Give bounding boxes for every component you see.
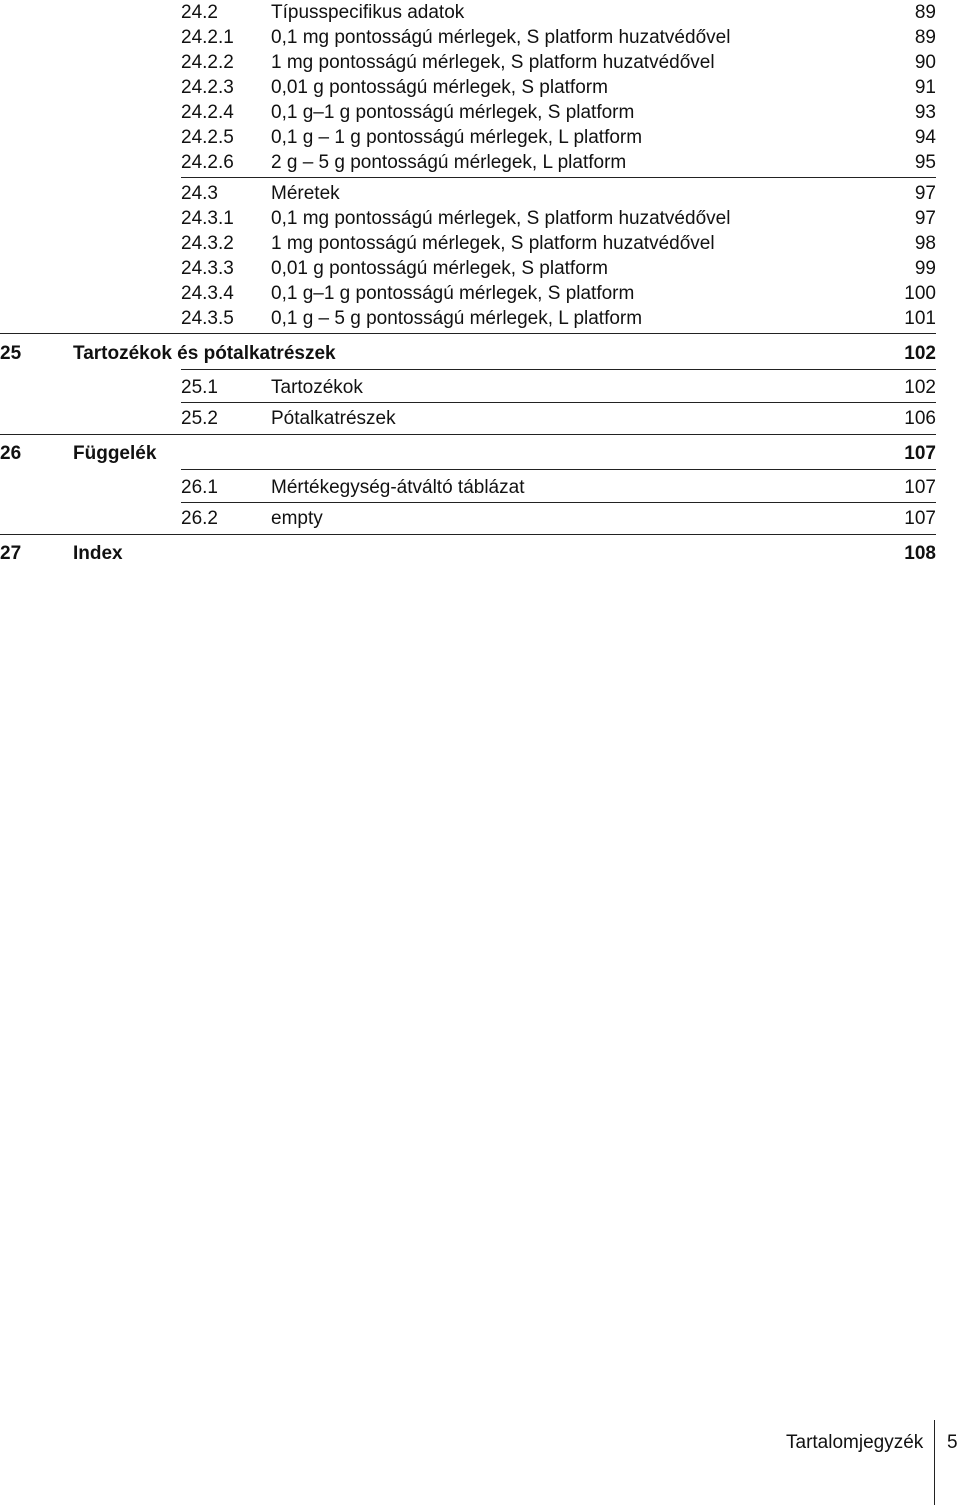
entry-number: 24.3.2 [181,233,234,254]
section-divider [181,502,936,503]
chapter-number: 25 [0,343,22,364]
entry-number: 24.2.5 [181,127,234,148]
toc-entry[interactable] [0,306,960,331]
entry-title: 0,1 mg pontosságú mérlegek, S platform huzatvédővel [271,27,731,48]
toc-entry[interactable] [0,206,960,231]
section-divider [181,177,936,178]
entry-title: Tartozékok [271,377,363,398]
chapter-title: Függelék [73,443,157,464]
section-divider [181,402,936,403]
toc-entry[interactable] [0,506,960,531]
entry-number: 24.2.1 [181,27,234,48]
chapter-page: 108 [904,543,936,564]
entry-page: 98 [914,233,936,254]
toc-entry[interactable] [0,181,960,206]
entry-title: 0,1 g – 1 g pontosságú mérlegek, L platform [271,127,643,148]
entry-title: 0,1 mg pontosságú mérlegek, S platform huzatvédővel [271,208,731,229]
section-divider [181,369,936,370]
chapter-number: 27 [0,543,22,564]
chapter-divider [0,534,936,535]
entry-title: empty [271,508,323,529]
entry-number: 24.2.4 [181,102,234,123]
entry-page: 100 [904,283,936,304]
entry-title: 0,1 g – 5 g pontosságú mérlegek, L platform [271,308,643,329]
entry-title: 0,01 g pontosságú mérlegek, S platform [271,258,608,279]
entry-title: Pótalkatrészek [271,408,396,429]
toc-entry[interactable] [0,0,960,25]
toc-chapter-25[interactable] [0,341,960,366]
footer-divider [934,1420,935,1505]
entry-page: 97 [914,183,936,204]
entry-number: 24.3 [181,183,218,204]
entry-page: 97 [914,208,936,229]
chapter-title: Index [73,543,123,564]
entry-title: 0,01 g pontosságú mérlegek, S platform [271,77,608,98]
chapter-title: Tartozékok és pótalkatrészek [73,343,336,364]
toc-chapter-27[interactable] [0,541,960,566]
entry-page: 93 [914,102,936,123]
entry-number: 25.1 [181,377,218,398]
entry-page: 95 [914,152,936,173]
toc-entry[interactable] [0,256,960,281]
entry-title: Mértékegység-átváltó táblázat [271,477,525,498]
entry-title: 0,1 g–1 g pontosságú mérlegek, S platform [271,283,635,304]
toc-entry[interactable] [0,375,960,400]
entry-title: Méretek [271,183,340,204]
entry-number: 24.2.3 [181,77,234,98]
entry-number: 24.3.4 [181,283,234,304]
footer-section-title: Tartalomjegyzék [786,1432,924,1453]
entry-number: 24.3.5 [181,308,234,329]
entry-number: 24.3.1 [181,208,234,229]
entry-page: 102 [904,377,936,398]
chapter-number: 26 [0,443,22,464]
entry-page: 101 [904,308,936,329]
entry-number: 26.2 [181,508,218,529]
toc-entry[interactable] [0,406,960,431]
entry-number: 24.3.3 [181,258,234,279]
entry-title: 2 g – 5 g pontosságú mérlegek, L platform [271,152,627,173]
entry-page: 107 [904,508,936,529]
entry-number: 25.2 [181,408,218,429]
entry-number: 24.2 [181,2,218,23]
entry-title: 1 mg pontosságú mérlegek, S platform huzatvédővel [271,233,715,254]
entry-page: 99 [914,258,936,279]
toc-entry[interactable] [0,125,960,150]
entry-page: 90 [914,52,936,73]
toc-entry[interactable] [0,231,960,256]
toc-entry[interactable] [0,25,960,50]
entry-page: 91 [914,77,936,98]
chapter-page: 102 [904,343,936,364]
chapter-divider [0,333,936,334]
section-divider [181,469,936,470]
entry-page: 94 [914,127,936,148]
entry-page: 107 [904,477,936,498]
entry-title: 0,1 g–1 g pontosságú mérlegek, S platform [271,102,635,123]
entry-title: 1 mg pontosságú mérlegek, S platform huzatvédővel [271,52,715,73]
entry-page: 89 [914,2,936,23]
toc-entry[interactable] [0,50,960,75]
entry-number: 24.2.6 [181,152,234,173]
toc-entry[interactable] [0,100,960,125]
toc-entry[interactable] [0,75,960,100]
chapter-page: 107 [904,443,936,464]
toc-chapter-26[interactable] [0,441,960,466]
entry-number: 24.2.2 [181,52,234,73]
entry-number: 26.1 [181,477,218,498]
toc-entry[interactable] [0,150,960,175]
entry-page: 89 [914,27,936,48]
toc-entry[interactable] [0,475,960,500]
chapter-divider [0,434,936,435]
toc-entry[interactable] [0,281,960,306]
footer-page-number: 5 [947,1432,958,1453]
entry-title: Típusspecifikus adatok [271,2,465,23]
entry-page: 106 [904,408,936,429]
